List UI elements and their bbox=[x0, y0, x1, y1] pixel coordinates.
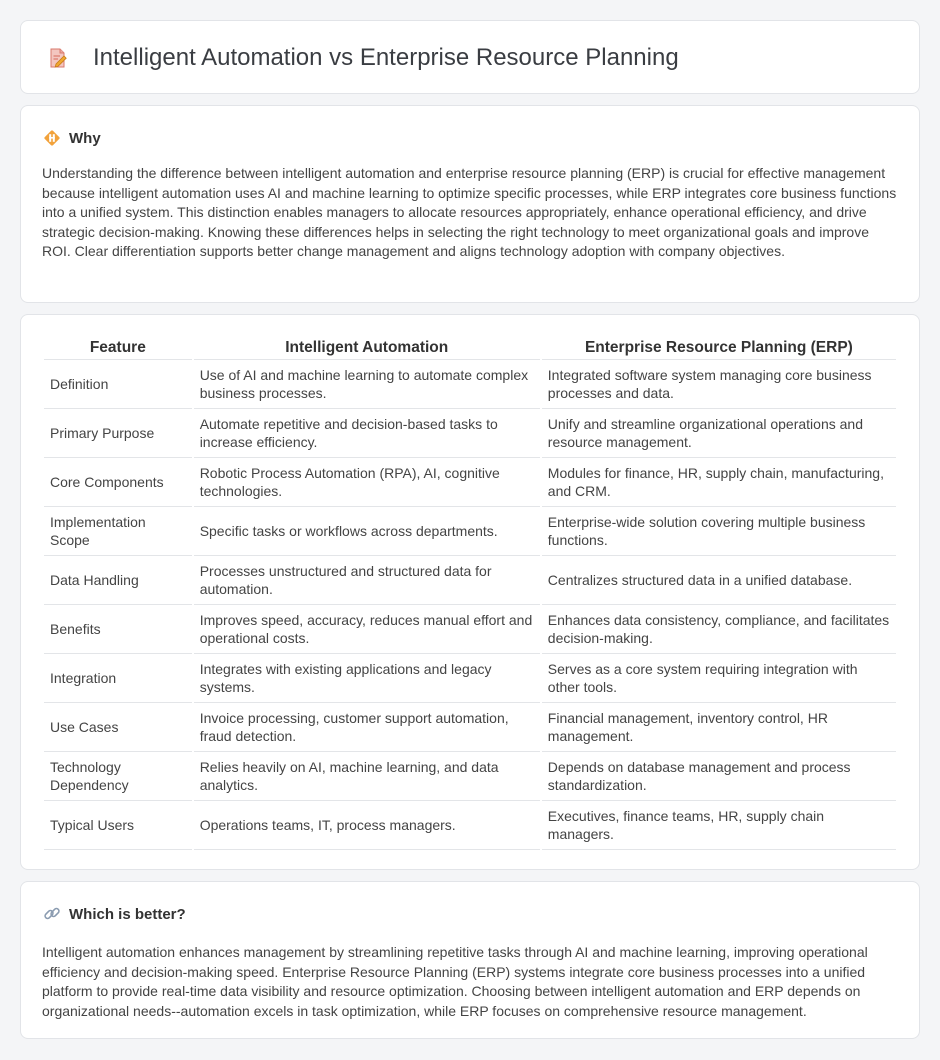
feature-cell: Data Handling bbox=[44, 556, 192, 605]
better-text: Intelligent automation enhances management by streamlining repetitive tasks through AI and machine learning, improving operational efficiency and decision-making speed. Enterprise Resource Planning (ERP) systems integrate core business processes into a unified platform to provide real-time data visibility and resource optimization. Choosing between intelligent automation and ERP depends on organizational needs--automation excels in task optimization, while ERP focuses on comprehensive resource management. bbox=[42, 944, 868, 1019]
why-text: Understanding the difference between intelligent automation and enterprise resource planning (ERP) is crucial for effective management because intelligent automation uses AI and machine learning to optimize specific processes, while ERP integrates core business functions into a unified system. This distinction enables managers to allocate resources appropriately, enhance operational efficiency, and drive strategic decision-making. Knowing these differences helps in selecting the right technology to meet organizational goals and improve ROI. Clear differentiation supports better change management and aligns technology adoption with company objectives. bbox=[42, 165, 897, 260]
table-row bbox=[44, 605, 896, 654]
comparison-table bbox=[42, 335, 898, 850]
automation-cell: Use of AI and machine learning to automate complex business processes. bbox=[194, 360, 540, 409]
automation-cell: Specific tasks or workflows across departments. bbox=[194, 507, 540, 556]
feature-cell: Core Components bbox=[44, 458, 192, 507]
which-is-better-section bbox=[20, 881, 920, 1039]
table-row bbox=[44, 507, 896, 556]
erp-cell: Financial management, inventory control, HR management. bbox=[542, 703, 896, 752]
feature-cell: Integration bbox=[44, 654, 192, 703]
erp-cell: Unify and streamline organizational operations and resource management. bbox=[542, 409, 896, 458]
automation-cell: Relies heavily on AI, machine learning, and data analytics. bbox=[194, 752, 540, 801]
table-row bbox=[44, 703, 896, 752]
why-title: Why bbox=[69, 129, 101, 147]
feature-cell: Definition bbox=[44, 360, 192, 409]
feature-cell: Primary Purpose bbox=[44, 409, 192, 458]
header-intelligent-automation: Intelligent Automation bbox=[194, 335, 540, 360]
erp-cell: Integrated software system managing core business processes and data. bbox=[542, 360, 896, 409]
automation-cell: Processes unstructured and structured data for automation. bbox=[194, 556, 540, 605]
automation-cell: Invoice processing, customer support automation, fraud detection. bbox=[194, 703, 540, 752]
erp-cell: Modules for finance, HR, supply chain, manufacturing, and CRM. bbox=[542, 458, 896, 507]
table-row bbox=[44, 360, 896, 409]
link-icon bbox=[43, 905, 61, 923]
why-section bbox=[20, 105, 920, 303]
better-title: Which is better? bbox=[69, 905, 186, 923]
automation-cell: Automate repetitive and decision-based tasks to increase efficiency. bbox=[194, 409, 540, 458]
header-erp: Enterprise Resource Planning (ERP) bbox=[542, 335, 896, 360]
erp-cell: Serves as a core system requiring integration with other tools. bbox=[542, 654, 896, 703]
comparison-card bbox=[20, 314, 920, 870]
automation-cell: Improves speed, accuracy, reduces manual effort and operational costs. bbox=[194, 605, 540, 654]
header-card bbox=[20, 20, 920, 94]
table-row bbox=[44, 409, 896, 458]
automation-cell: Integrates with existing applications and legacy systems. bbox=[194, 654, 540, 703]
feature-cell: Use Cases bbox=[44, 703, 192, 752]
document-edit-icon bbox=[47, 47, 69, 69]
table-row bbox=[44, 654, 896, 703]
erp-cell: Centralizes structured data in a unified database. bbox=[542, 556, 896, 605]
automation-cell: Robotic Process Automation (RPA), AI, cognitive technologies. bbox=[194, 458, 540, 507]
feature-cell: Typical Users bbox=[44, 801, 192, 850]
feature-cell: Implementation Scope bbox=[44, 507, 192, 556]
table-row bbox=[44, 801, 896, 850]
erp-cell: Executives, finance teams, HR, supply chain managers. bbox=[542, 801, 896, 850]
feature-cell: Technology Dependency bbox=[44, 752, 192, 801]
table-row bbox=[44, 458, 896, 507]
page-title: Intelligent Automation vs Enterprise Resource Planning bbox=[93, 44, 679, 71]
table-header-row bbox=[44, 335, 896, 360]
table-row bbox=[44, 752, 896, 801]
feature-cell: Benefits bbox=[44, 605, 192, 654]
automation-cell: Operations teams, IT, process managers. bbox=[194, 801, 540, 850]
diamond-warning-icon bbox=[43, 129, 61, 147]
erp-cell: Depends on database management and process standardization. bbox=[542, 752, 896, 801]
erp-cell: Enhances data consistency, compliance, and facilitates decision-making. bbox=[542, 605, 896, 654]
table-row bbox=[44, 556, 896, 605]
erp-cell: Enterprise-wide solution covering multiple business functions. bbox=[542, 507, 896, 556]
header-feature: Feature bbox=[44, 335, 192, 360]
